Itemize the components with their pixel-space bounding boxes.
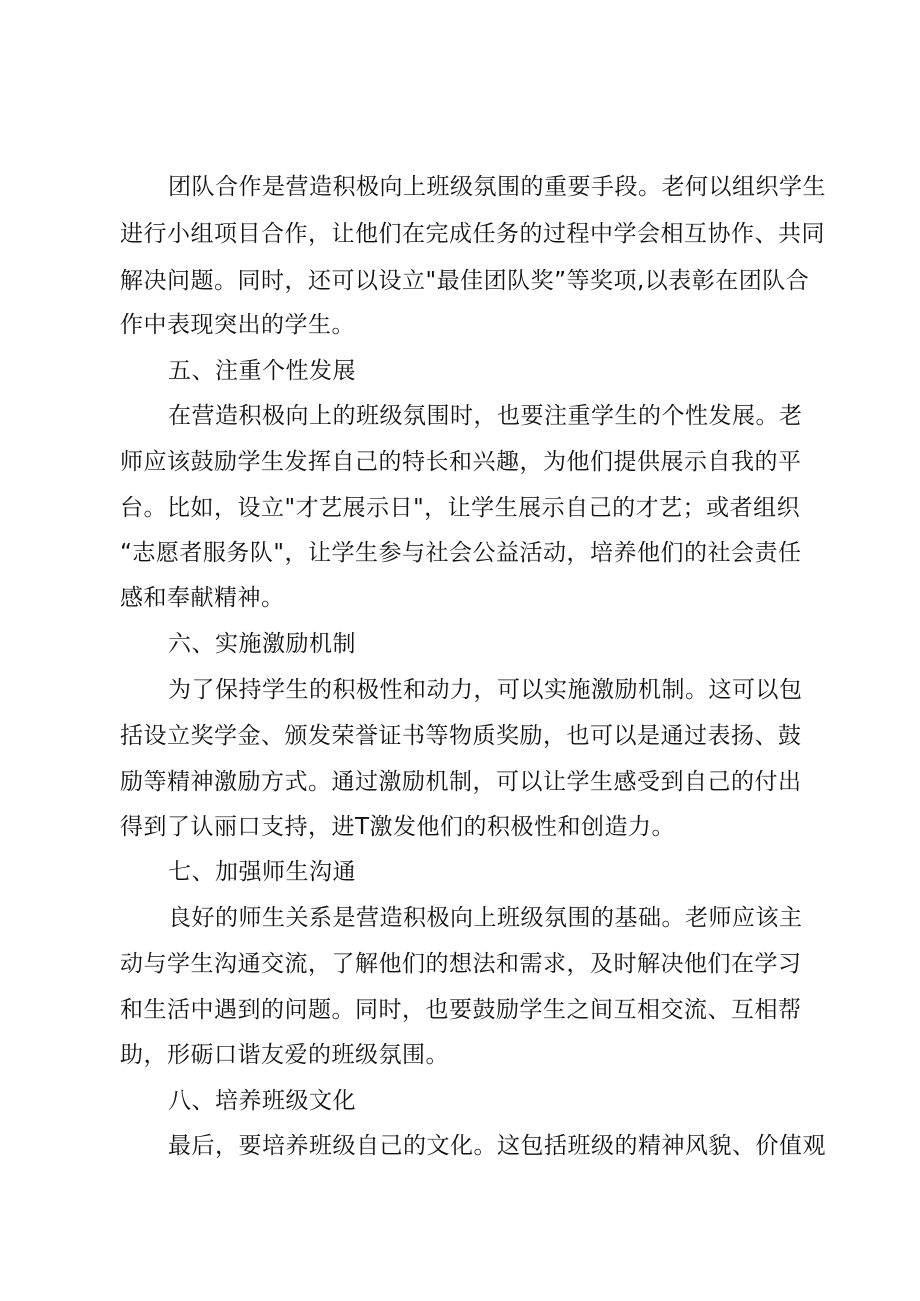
section-heading-6: 六、实施激励机制 <box>168 631 356 657</box>
paragraph-teamwork-line-4: 作中表现突出的学生。 <box>120 312 355 338</box>
paragraph-culture-line-1: 最后，要培养班级自己的文化。这包括班级的精神风貌、价值观 <box>168 1133 826 1159</box>
paragraph-teamwork-line-2: 进行小组项目合作，让他们在完成任务的过程中学会相互协作、共同 <box>120 221 825 247</box>
section-heading-8: 八、培养班级文化 <box>168 1088 356 1114</box>
paragraph-incentive-line-3: 励等精神激励方式。通过激励机制，可以让学生感受到自己的付出 <box>120 769 802 795</box>
paragraph-incentive-line-1: 为了保持学生的积极性和动力，可以实施激励机制。这可以包 <box>168 677 803 703</box>
paragraph-incentive-line-4: 得到了认丽口支持，进T激发他们的积极性和创造力。 <box>120 814 676 840</box>
section-heading-5: 五、注重个性发展 <box>168 358 356 384</box>
paragraph-communication-line-1: 良好的师生关系是营造积极向上班级氛围的基础。老师应该主 <box>168 905 803 931</box>
paragraph-communication-line-3: 和生活中遇到的问题。同时，也要鼓励学生之间互相交流、互相帮 <box>120 997 802 1023</box>
paragraph-individual-line-4: “志愿者服务队"，让学生参与社会公益活动，培养他们的社会责任 <box>120 540 802 566</box>
section-heading-7: 七、加强师生沟通 <box>168 859 356 885</box>
paragraph-communication-line-2: 动与学生沟通交流，了解他们的想法和需求，及时解决他们在学习 <box>120 951 802 977</box>
paragraph-individual-line-1: 在营造积极向上的班级氛围时，也要注重学生的个性发展。老 <box>168 403 803 429</box>
paragraph-individual-line-5: 感和奉献精神。 <box>120 585 285 611</box>
paragraph-individual-line-3: 台。比如，设立"才艺展示日"，让学生展示自己的才艺；或者组织 <box>120 495 801 521</box>
paragraph-incentive-line-2: 括设立奖学金、颁发荣誉证书等物质奖励，也可以是通过表扬、鼓 <box>120 723 802 749</box>
paragraph-individual-line-2: 师应该鼓励学生发挥自己的特长和兴趣，为他们提供展示自我的平 <box>120 449 802 475</box>
paragraph-teamwork-line-3: 解决问题。同时，还可以设立"最佳团队奖”等奖项,以表彰在团队合 <box>120 268 810 294</box>
paragraph-teamwork-line-1: 团队合作是营造积极向上班级氛围的重要手段。老何以组织学生 <box>168 174 826 200</box>
paragraph-communication-line-4: 助，形砺口谐友爱的班级氛围。 <box>120 1042 449 1068</box>
